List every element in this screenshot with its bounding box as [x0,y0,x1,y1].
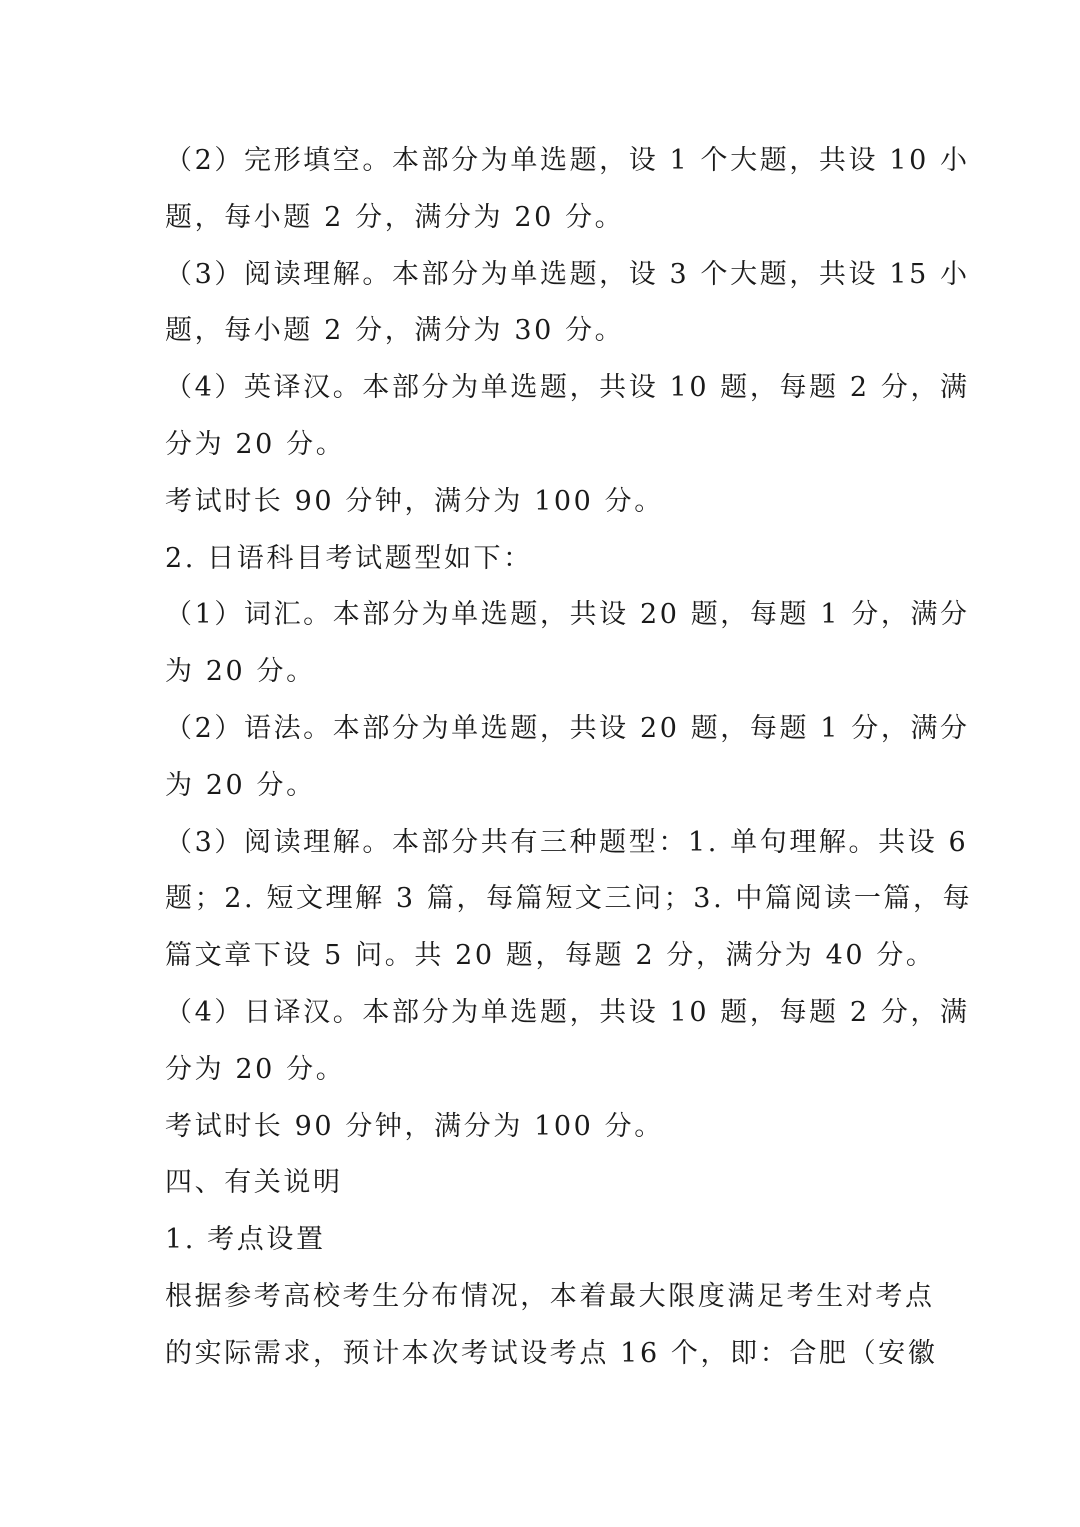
text-line: 的实际需求，预计本次考试设考点 16 个，即：合肥（安徽 [165,1337,938,1369]
text-line: 分为 20 分。 [165,428,346,460]
section-heading: 2. 日语科目考试题型如下： [165,542,533,574]
section-heading: 四、有关说明 [165,1167,343,1199]
text-line: （3）阅读理解。本部分共有三种题型：1. 单句理解。共设 6 [165,826,969,858]
text-line: 分为 20 分。 [165,1053,346,1085]
text-line: （2）完形填空。本部分为单选题，设 1 个大题，共设 10 小 [165,145,970,176]
section-heading: 1. 考点设置 [165,1224,326,1256]
text-line: （4）英译汉。本部分为单选题，共设 10 题，每题 2 分，满 [165,372,970,404]
text-line: 为 20 分。 [165,769,316,801]
text-line: 篇文章下设 5 问。共 20 题，每题 2 分，满分为 40 分。 [165,940,936,972]
text-line: （2）语法。本部分为单选题，共设 20 题，每题 1 分，满分 [165,712,970,744]
text-line: （1）词汇。本部分为单选题，共设 20 题，每题 1 分，满分 [165,599,970,631]
text-line: 题；2. 短文理解 3 篇，每篇短文三问；3. 中篇阅读一篇，每 [165,883,973,915]
text-line: 考试时长 90 分钟，满分为 100 分。 [165,485,664,517]
text-line: 根据参考高校考生分布情况，本着最大限度满足考生对考点 [165,1280,935,1312]
text-line: 题，每小题 2 分，满分为 30 分。 [165,315,625,347]
text-line: 为 20 分。 [165,656,316,688]
text-line: （3）阅读理解。本部分为单选题，设 3 个大题，共设 15 小 [165,258,970,290]
text-line: 题，每小题 2 分，满分为 20 分。 [165,201,625,233]
text-line: 考试时长 90 分钟，满分为 100 分。 [165,1110,664,1142]
text-line: （4）日译汉。本部分为单选题，共设 10 题，每题 2 分，满 [165,996,970,1028]
